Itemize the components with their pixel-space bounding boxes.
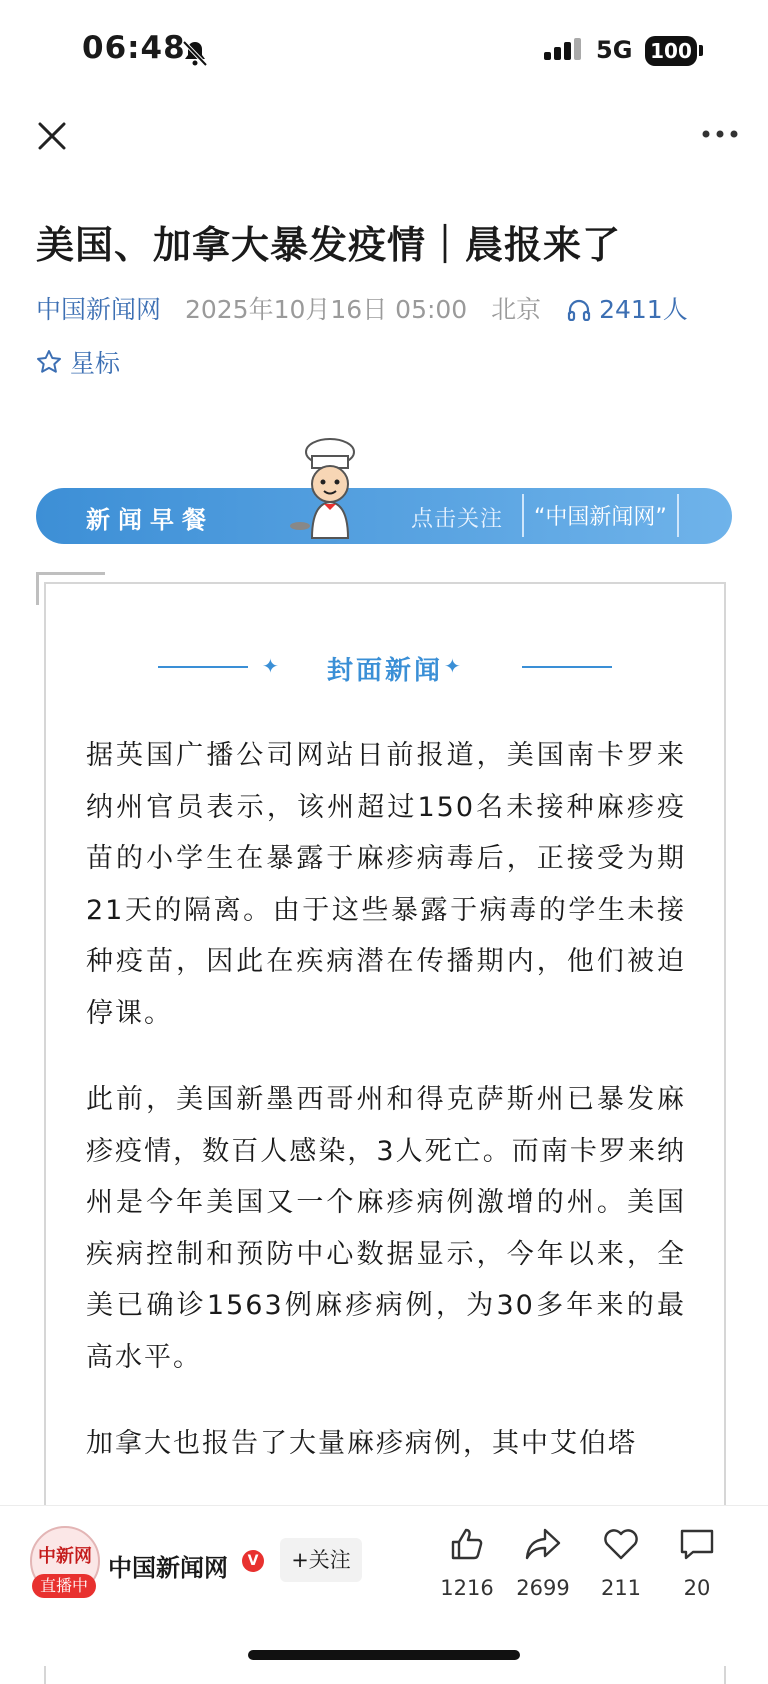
comment-button[interactable] — [662, 1524, 732, 1600]
headphones-icon — [567, 299, 591, 321]
channel-name[interactable]: 中国新闻网 — [108, 1554, 228, 1582]
star-label: 星标 — [70, 349, 121, 378]
article-title: 美国、加拿大暴发疫情｜晨报来了 — [36, 223, 622, 267]
follow-button[interactable]: +关注 — [280, 1538, 362, 1582]
chef-mascot-icon — [290, 438, 370, 546]
article-meta — [36, 290, 688, 326]
favorite-count: 211 — [600, 1576, 642, 1600]
sparkle-icon: ✦ — [444, 654, 461, 678]
bell-muted-icon — [180, 38, 210, 68]
listen-count-text: 2411人 — [599, 295, 688, 324]
news-breakfast-banner[interactable] — [36, 488, 732, 544]
publish-date: 2025年10月16日 05:00 — [184, 295, 468, 324]
like-count: 1216 — [440, 1576, 494, 1600]
listen-count[interactable] — [567, 295, 688, 324]
home-indicator[interactable] — [248, 1650, 520, 1660]
battery-icon: 100 — [645, 36, 697, 66]
section-line-right — [522, 666, 612, 668]
section-line-left — [158, 666, 248, 668]
favorite-button[interactable] — [586, 1524, 656, 1600]
banner-follow-text: 点击关注 — [411, 507, 504, 532]
avatar-logo: 中新网 — [38, 1546, 92, 1567]
verified-badge: V — [242, 1550, 264, 1572]
article-paragraph: 加拿大也报告了大量麻疹病例，其中艾伯塔 — [86, 1428, 637, 1459]
share-count: 2699 — [516, 1576, 570, 1600]
article-paragraph: 此前，美国新墨西哥州和得克萨斯州已暴发麻疹疫情，数百人感染，3人死亡。而南卡罗来纳州是今年美国又一个麻疹病例激增的州。美国疾病控制和预防中心数据显示，今年以来，全美已确诊1563例麻疹病例，为30多年来的最高水平。 — [86, 1084, 686, 1373]
thumbs-up-icon — [447, 1524, 487, 1564]
share-button[interactable] — [508, 1524, 578, 1600]
live-badge[interactable]: 直播中 — [32, 1574, 96, 1598]
comment-count: 20 — [683, 1576, 711, 1600]
like-button[interactable] — [432, 1524, 502, 1600]
close-icon[interactable] — [34, 118, 70, 154]
more-icon[interactable] — [700, 124, 740, 144]
heart-icon — [601, 1524, 641, 1564]
article-paragraph: 据英国广播公司网站日前报道，美国南卡罗来纳州官员表示，该州超过150名未接种麻疹疫苗的小学生在暴露于麻疹病毒后，正接受为期21天的隔离。由于这些暴露于病毒的学生未接种疫苗，因此在疾病潜在传播期内，他们被迫停课。 — [86, 740, 686, 1029]
network-type: 5G — [596, 36, 633, 64]
share-icon — [523, 1524, 563, 1564]
bottom-action-bar — [0, 1505, 768, 1666]
section-label: 封面新闻 — [326, 656, 443, 686]
source-link[interactable]: 中国新闻网 — [36, 295, 162, 324]
sparkle-icon: ✦ — [262, 654, 279, 678]
status-time: 06:48 — [82, 30, 186, 66]
status-bar — [0, 0, 768, 100]
battery-tip — [699, 45, 703, 56]
publish-location: 北京 — [491, 295, 542, 324]
banner-title: 新闻早餐 — [86, 506, 214, 534]
banner-channel-text: “中国新闻网” — [522, 494, 679, 537]
star-button[interactable] — [36, 344, 120, 380]
star-icon — [36, 349, 62, 375]
section-header — [46, 650, 724, 687]
comment-icon — [677, 1524, 717, 1564]
